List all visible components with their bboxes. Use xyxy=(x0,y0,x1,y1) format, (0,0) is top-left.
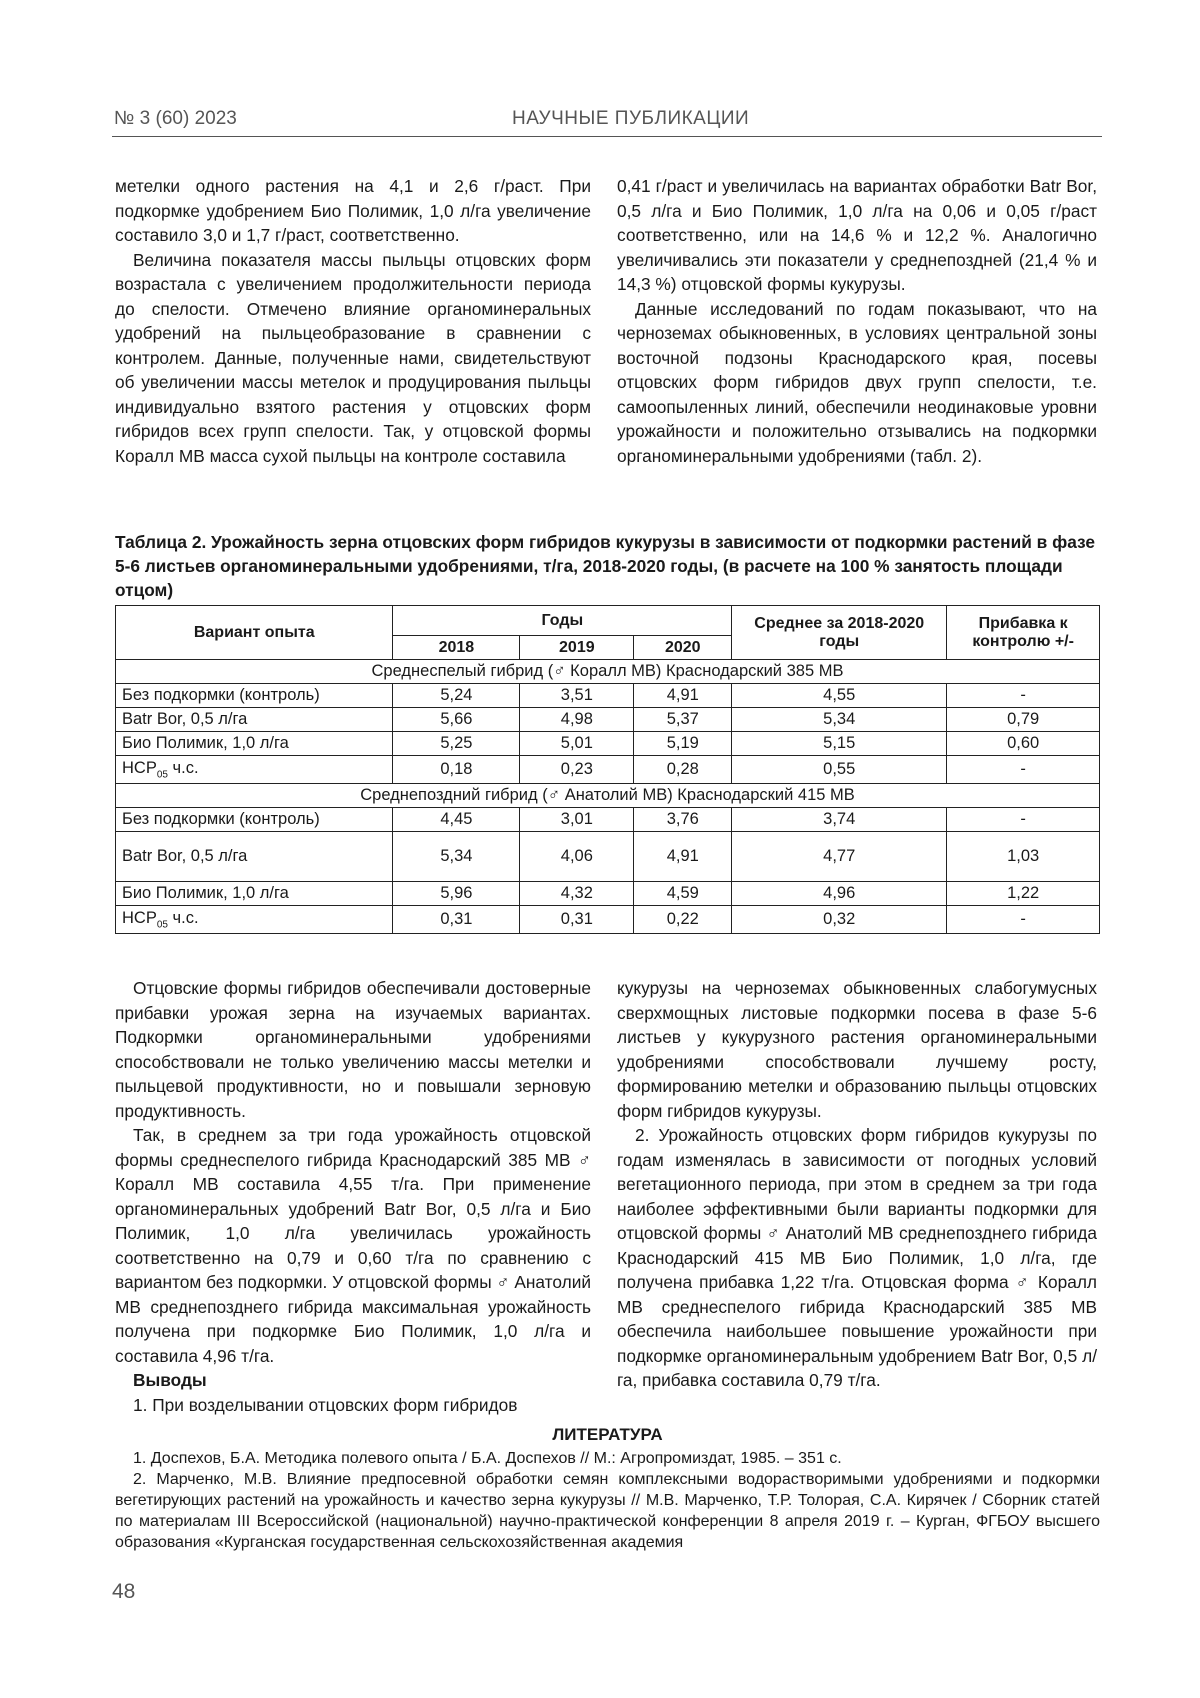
literature-list xyxy=(115,1448,1100,1553)
paragraph: кукурузы на черноземах обыкновенных слабогумусных сверхмощных листовые подкормки посева в фазе 5-6 листьев у кукурузного растения органоминеральными удобрениями способствовали лучшему росту, формированию метелки и образованию пыльцы отцовских форм гибридов кукурузы. xyxy=(617,978,1097,1121)
table-caption: Таблица 2. Урожайность зерна отцовских форм гибридов кукурузы в зависимости от подкормки растений в фазе 5-6 листьев органоминеральными удобрениями, т/га, 2018-2020 годы, (в расчете на 100 % занятость площади отцом) xyxy=(115,532,1095,600)
header-2018: 2018 xyxy=(393,636,520,660)
section-row: Среднепоздний гибрид (♂ Анатолий МВ) Краснодарский 415 МВ xyxy=(116,784,1100,808)
cell: 5,19 xyxy=(634,732,732,756)
cell: 4,96 xyxy=(732,882,947,906)
table-row xyxy=(116,882,1100,906)
cell: 5,34 xyxy=(732,708,947,732)
cell: 5,01 xyxy=(520,732,634,756)
paragraph: Отцовские формы гибридов обеспечивали достоверные прибавки урожая зерна на изучаемых вариантах. Подкормки органоминеральными удобрениями способствовали не только увеличению массы метелки и пыльцевой продуктивности, но и повышали зерновую продуктивность. xyxy=(115,978,591,1121)
section-title: НАУЧНЫЕ ПУБЛИКАЦИИ xyxy=(512,108,750,129)
cell: Без подкормки (контроль) xyxy=(116,684,393,708)
paragraph: Величина показателя массы пыльцы отцовских форм возрастала с увеличением продолжительности периода до спелости. Отмечено влияние органоминеральных удобрений на пыльцеобразование в сравнении с контролем. Данные, полученные нами, свидетельствуют об увеличении массы метелок и продуцирования пыльцы индивидуально взятого растения у отцовских форм гибридов всех групп спелости. Так, у отцовской формы Коралл МВ масса сухой пыльцы на контроле составила xyxy=(115,249,591,466)
nsr-label: НСР xyxy=(122,908,157,927)
header-gain: Прибавка к контролю +/- xyxy=(947,606,1100,660)
nsr-label: НСР xyxy=(122,758,157,777)
cell: 0,22 xyxy=(634,906,732,934)
cell: 1,03 xyxy=(947,832,1100,882)
paragraph: 2. Урожайность отцовских форм гибридов кукурузы по годам изменялась в зависимости от погодных условий вегетационного периода, при этом в среднем за три года наиболее эффективными были варианты подкормки для отцовской формы ♂ Анатолий МВ среднепозднего гибрида Краснодарский 415 МВ Био Полимик, 1,0 л/га, где получена прибавка 1,22 т/га. Отцовская форма ♂ Коралл МВ среднеспелого гибрида Краснодарский 385 МВ обеспечила наибольшее повышение урожайности при подкормке органоминеральным удобрением Batr Bor, 0,5 л/га, прибавка составила 0,79 т/га. xyxy=(617,1125,1097,1390)
cell: 4,91 xyxy=(634,832,732,882)
literature-title: ЛИТЕРАТУРА xyxy=(552,1425,663,1444)
cell: - xyxy=(947,756,1100,784)
conclusions-heading: Выводы xyxy=(133,1370,207,1390)
cell: 5,34 xyxy=(393,832,520,882)
cell: 4,98 xyxy=(520,708,634,732)
paragraph: Так, в среднем за три года урожайность отцовской формы среднеспелого гибрида Краснодарский 385 МВ ♂ Коралл МВ составила 4,55 т/га. При применение органоминеральных удобрений Batr Bor, 0,5 л/га и Био Полимик, 1,0 л/га увеличилась урожайность соответственно на 0,79 и 0,60 т/га по сравнению с вариантом без подкормки. У отцовской формы ♂ Анатолий МВ среднепозднего гибрида максимальная урожайность получена при подкормке Био Полимик, 1,0 л/га и составила 4,96 т/га. xyxy=(115,1125,591,1366)
text-column-left-bottom xyxy=(115,976,591,1417)
cell: 5,15 xyxy=(732,732,947,756)
table-row xyxy=(116,684,1100,708)
cell: 4,91 xyxy=(634,684,732,708)
cell xyxy=(116,756,393,784)
paragraph: Данные исследований по годам показывают, что на черноземах обыкновенных, в условиях центральной зоны восточной подзоны Краснодарского края, посевы отцовских форм гибридов двух групп спелости, т.е. самоопыленных линий, обеспечили неодинаковые уровни урожайности и положительно отзывались на подкормки органоминеральными удобрениями (табл. 2). xyxy=(617,298,1097,466)
cell: 0,32 xyxy=(732,906,947,934)
text-column-left-top xyxy=(115,174,591,468)
cell: 0,55 xyxy=(732,756,947,784)
reference-item: 1. Доспехов, Б.А. Методика полевого опыта / Б.А. Доспехов // М.: Агропромиздат, 1985. – 351 с. xyxy=(133,1450,842,1467)
running-header xyxy=(112,100,1102,137)
text-column-right-bottom xyxy=(617,976,1097,1393)
cell: Без подкормки (контроль) xyxy=(116,808,393,832)
header-mean: Среднее за 2018-2020 годы xyxy=(732,606,947,660)
paragraph: метелки одного растения на 4,1 и 2,6 г/раст. При подкормке удобрением Био Полимик, 1,0 л/га увеличение составило 3,0 и 1,7 г/раст, соответственно. xyxy=(115,176,591,245)
yield-table xyxy=(115,605,1100,934)
cell: 0,31 xyxy=(393,906,520,934)
section-row: Среднеспелый гибрид (♂ Коралл МВ) Краснодарский 385 МВ xyxy=(116,660,1100,684)
table-row xyxy=(116,732,1100,756)
issue-number: № 3 (60) 2023 xyxy=(114,108,237,129)
cell: 5,66 xyxy=(393,708,520,732)
cell: 0,79 xyxy=(947,708,1100,732)
table-row xyxy=(116,832,1100,882)
cell: Batr Bor, 0,5 л/га xyxy=(116,832,393,882)
cell: 4,45 xyxy=(393,808,520,832)
cell: 0,31 xyxy=(520,906,634,934)
cell: 0,60 xyxy=(947,732,1100,756)
cell: 3,74 xyxy=(732,808,947,832)
reference-item: 2. Марченко, М.В. Влияние предпосевной обработки семян комплексными водорастворимыми удобрениями и подкормки вегетирующих растений на урожайность и качество зерна кукурузы // М.В. Марченко, Т.Р. Толорая, С.А. Кирячек / Сборник статей по материалам III Всероссийской (национальной) научно-практической конференции 8 апреля 2019 г. – Курган, ФГБОУ высшего образования «Курганская государственная сельскохозяйственная академия xyxy=(115,1471,1100,1551)
table-row xyxy=(116,708,1100,732)
cell: 3,51 xyxy=(520,684,634,708)
header-variant: Вариант опыта xyxy=(116,606,393,660)
cell xyxy=(116,906,393,934)
header-2019: 2019 xyxy=(520,636,634,660)
cell: 3,76 xyxy=(634,808,732,832)
cell: 4,06 xyxy=(520,832,634,882)
page-number: 48 xyxy=(112,1580,136,1603)
cell: Batr Bor, 0,5 л/га xyxy=(116,708,393,732)
cell: 4,59 xyxy=(634,882,732,906)
cell: - xyxy=(947,684,1100,708)
table-row xyxy=(116,808,1100,832)
cell: 5,24 xyxy=(393,684,520,708)
paragraph: 0,41 г/раст и увеличилась на вариантах обработки Batr Bor, 0,5 л/га и Био Полимик, 1,0 л/га на 0,06 и 0,05 г/раст соответственно, или на 14,6 % и 12,2 %. Аналогично увеличивались эти показатели у среднепоздней (21,4 % и 14,3 %) отцовской формы кукурузы. xyxy=(617,176,1097,294)
cell: Био Полимик, 1,0 л/га xyxy=(116,732,393,756)
cell: 4,55 xyxy=(732,684,947,708)
cell: 0,23 xyxy=(520,756,634,784)
cell: 4,77 xyxy=(732,832,947,882)
cell: - xyxy=(947,906,1100,934)
cell: Био Полимик, 1,0 л/га xyxy=(116,882,393,906)
cell: 4,32 xyxy=(520,882,634,906)
cell: 1,22 xyxy=(947,882,1100,906)
table-row xyxy=(116,756,1100,784)
paragraph: 1. При возделывании отцовских форм гибридов xyxy=(133,1394,518,1415)
cell: 3,01 xyxy=(520,808,634,832)
cell: - xyxy=(947,808,1100,832)
header-years: Годы xyxy=(393,606,732,636)
cell: 0,18 xyxy=(393,756,520,784)
cell: 0,28 xyxy=(634,756,732,784)
nsr-suffix: ч.с. xyxy=(167,908,199,927)
nsr-suffix: ч.с. xyxy=(167,758,199,777)
header-2020: 2020 xyxy=(634,636,732,660)
cell: 5,96 xyxy=(393,882,520,906)
nsr-subscript: 05 xyxy=(156,769,168,781)
cell: 5,25 xyxy=(393,732,520,756)
table-row xyxy=(116,906,1100,934)
text-column-right-top xyxy=(617,174,1097,468)
nsr-subscript: 05 xyxy=(156,919,168,931)
cell: 5,37 xyxy=(634,708,732,732)
